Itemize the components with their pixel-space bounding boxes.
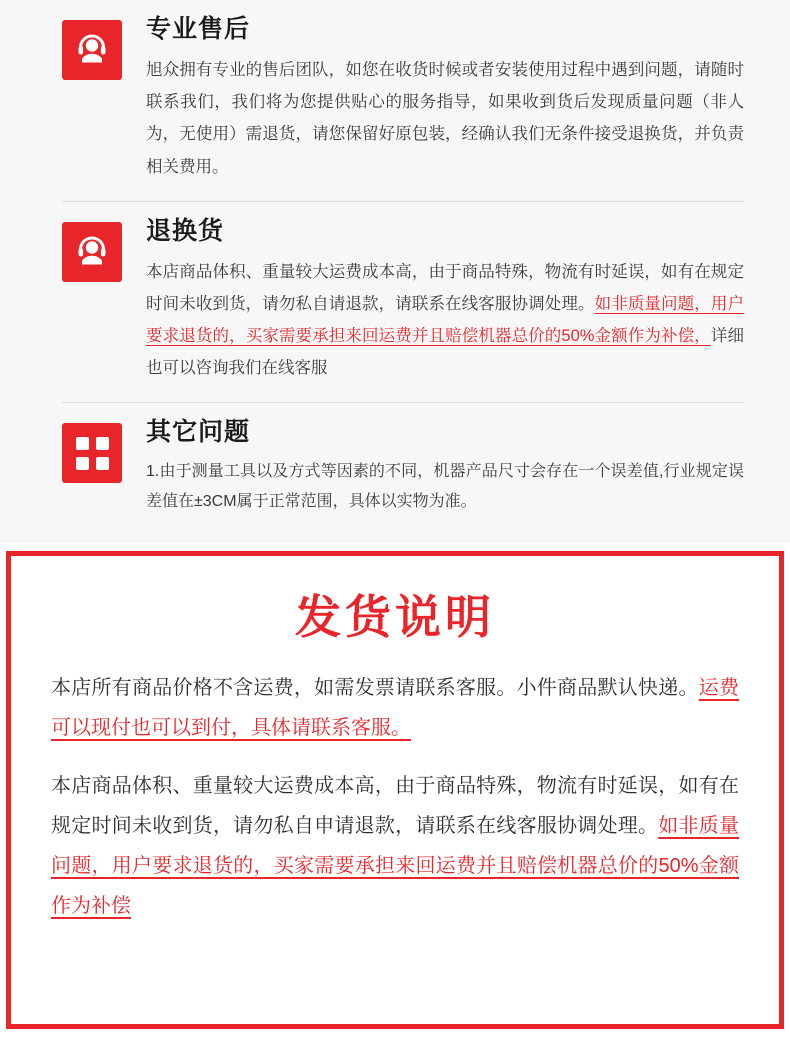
faq-returns-highlight: 如非质量问题，用户要求退货的，买家需要承担来回运费并且赔偿机器总价的50%金额作为补偿，	[146, 294, 745, 346]
faq-title-other: 其它问题	[146, 418, 251, 447]
shipping-notice-section	[6, 551, 784, 1029]
shipping-paragraph-2	[51, 766, 739, 926]
faq-body-after-sales	[122, 14, 744, 183]
faq-block-after-sales	[0, 0, 790, 191]
faq-text-returns	[146, 256, 744, 385]
shipping-p1-highlight: 运费可以现付也可以到付，具体请联系客服。	[51, 677, 740, 740]
faq-text-other: 1.由于测量工具以及方式等因素的不同，机器产品尺寸会存在一个误差值,行业规定误差值在±3CM属于正常范围，具体以实物为准。	[146, 463, 744, 510]
shipping-p1-plain: 本店所有商品价格不含运费，如需发票请联系客服。小件商品默认快递。	[51, 677, 699, 700]
shipping-p2-plain: 本店商品体积、重量较大运费成本高，由于商品特殊，物流有时延误，如有在规定时间未收到货，请勿私自申请退款，请联系在线客服协调处理。	[51, 775, 739, 838]
faq-title-after-sales: 专业售后	[146, 15, 251, 43]
faq-block-other	[0, 403, 790, 524]
faq-returns-plain: 本店商品体积、重量较大运费成本高，由于商品特殊，物流有时延误，如有在规定时间未收到货，请勿私自请退款，请联系在线客服协调处理。	[146, 262, 744, 313]
headset-support-icon	[62, 222, 122, 282]
grid-dots-icon	[62, 423, 122, 483]
shipping-paragraph-1	[51, 668, 739, 748]
faq-text-after-sales: 旭众拥有专业的售后团队，如您在收货时候或者安装使用过程中遇到问题，请随时联系我们，我们将为您提供贴心的服务指导，如果收到货后发现质量问题（非人为，无使用）需退货，请您保留好原包装，经确认我们无条件接受退换货，并负责相关费用。	[146, 61, 744, 176]
faq-body-returns	[122, 216, 744, 385]
faq-returns-tail: 详细也可以咨询我们在线客服	[146, 327, 745, 378]
shipping-p2-highlight: 如非质量问题，用户要求退货的，买家需要承担来回运费并且赔偿机器总价的50%金额作为补偿	[51, 815, 740, 918]
grid-dots-shape	[76, 437, 109, 470]
faq-block-returns	[0, 202, 790, 393]
faq-body-other	[122, 417, 744, 516]
faq-title-returns: 退换货	[146, 216, 225, 245]
headset-support-icon	[62, 20, 122, 80]
shipping-notice-title: 发货说明	[295, 590, 495, 643]
